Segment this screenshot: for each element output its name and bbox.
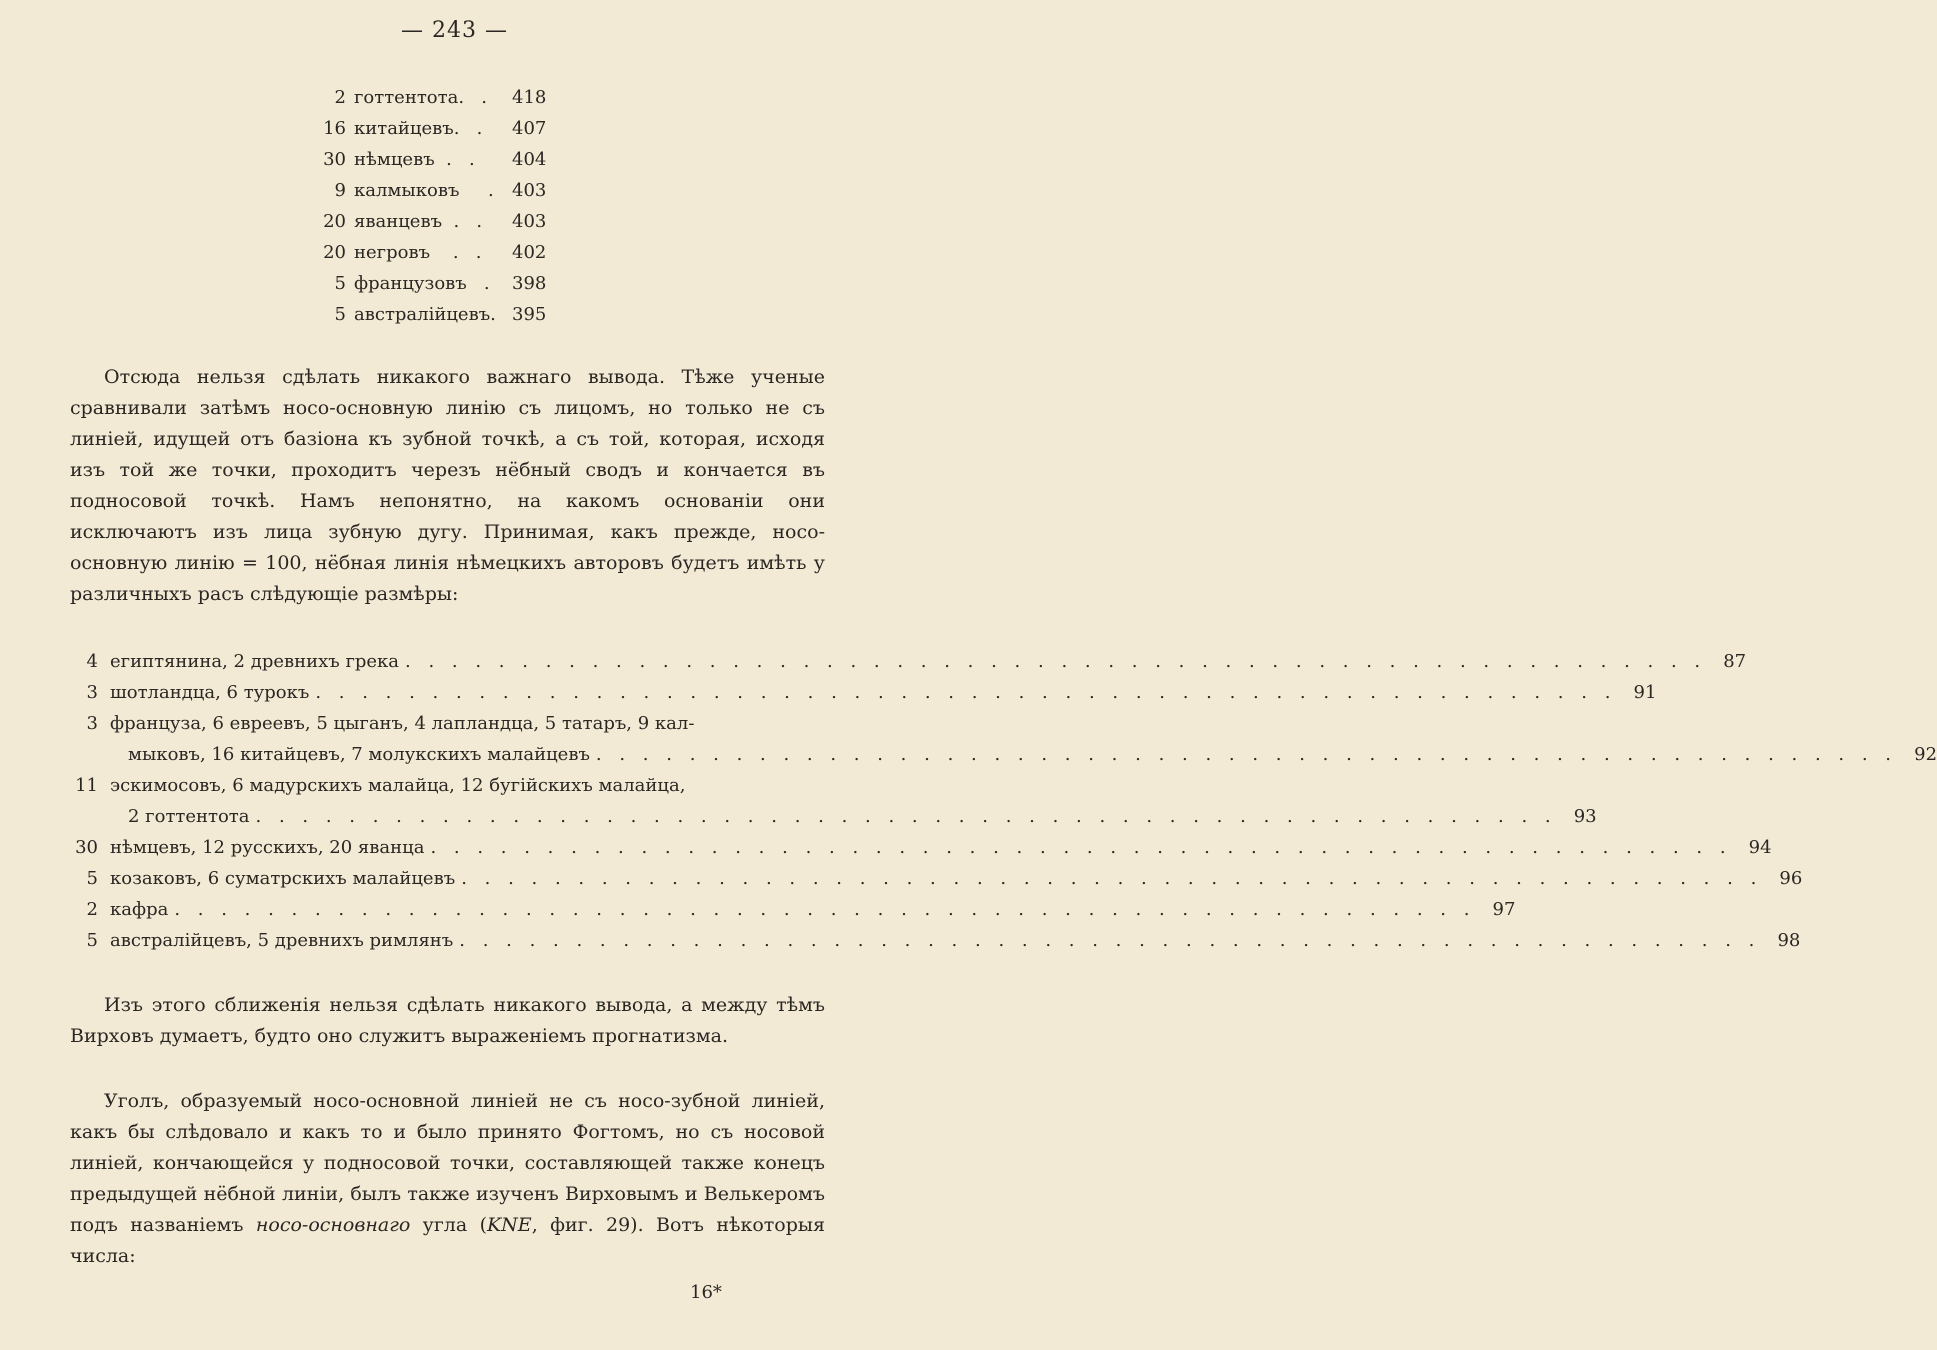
table-row: 30 нѣмцевъ, 12 русскихъ, 20 яванца . . . 94: [70, 832, 825, 863]
table-row: 5 австралiйцевъ. 395: [334, 304, 547, 325]
paragraph-2: Изъ этого сближенiя нельзя сдѣлать никакого вывода, а между тѣмъ Вирховъ думаетъ, будто оно служитъ выраженiемъ прогнатизма.: [70, 994, 825, 1047]
table-row: 11 эскимосовъ, 6 мадурскихъ малайца, 12 бугiйскихъ малайца, 2 готтентота . . . 93: [70, 770, 825, 832]
table-row: 2 кафра . . . 97: [70, 894, 825, 925]
table-row: 2 готтентота. . 418: [334, 87, 547, 108]
table-row: 5 козаковъ, 6 суматрскихъ малайцевъ . . . 96: [70, 863, 825, 894]
table-row: 5 французовъ . 398: [334, 273, 547, 294]
table-row: 4 египтянина, 2 древнихъ грека . . . 87: [70, 646, 825, 677]
table-row: 20 негровъ . . 402: [323, 242, 547, 263]
table-row: 9 калмыковъ . 403: [334, 180, 547, 201]
page-number: — 243 —: [401, 18, 508, 43]
table-row: 3 шотландца, 6 турокъ . . . 91: [70, 677, 825, 708]
paragraph-3: Уголъ, образуемый носо-основной линiей не съ носо-зубной линiей, какъ бы слѣдовало и какъ то и было принято Фогтомъ, но съ носовой линiей, кончающейся у подносовой точки, составляющей также конецъ предыдущей нёбной линiи, былъ также изученъ Вирховымъ и Велькеромъ подъ названiемъ носо-основнаго угла (KNE, фиг. 29). Вотъ нѣкоторыя числа:: [70, 1090, 826, 1267]
palatal-line-table: [70, 646, 1937, 956]
table-row: 20 яванцевъ . . 403: [323, 211, 547, 232]
table-row: 30 нѣмцевъ . . 404: [323, 149, 547, 170]
table-row: 3 француза, 6 евреевъ, 5 цыганъ, 4 лапландца, 5 татаръ, 9 кал- мыковъ, 16 китайцевъ, 7 молукскихъ малайцевъ . . . 92: [70, 708, 825, 770]
paragraph-1: Отсюда нельзя сдѣлать никакого важнаго вывода. Тѣже ученые сравнивали затѣмъ носо-основную линiю съ лицомъ, но только не съ линiей, идущей отъ базiона къ зубной точкѣ, а съ той, которая, исходя изъ той же точки, проходитъ черезъ нёбный сводъ и кончается въ подносовой точкѣ. Намъ непонятно, на какомъ основанiи они исключаютъ изъ лица зубную дугу. Принимая, какъ прежде, носо-основную линiю = 100, нёбная линiя нѣмецкихъ авторовъ будетъ имѣть у различныхъ расъ слѣдующiе размѣры:: [70, 366, 825, 605]
table-row: 16 китайцевъ. . 407: [323, 118, 547, 139]
cranial-index-table: [300, 82, 600, 330]
table-row: 5 австралiйцевъ, 5 древнихъ римлянъ . . . 98: [70, 925, 825, 956]
signature-mark: 16*: [690, 1282, 722, 1303]
